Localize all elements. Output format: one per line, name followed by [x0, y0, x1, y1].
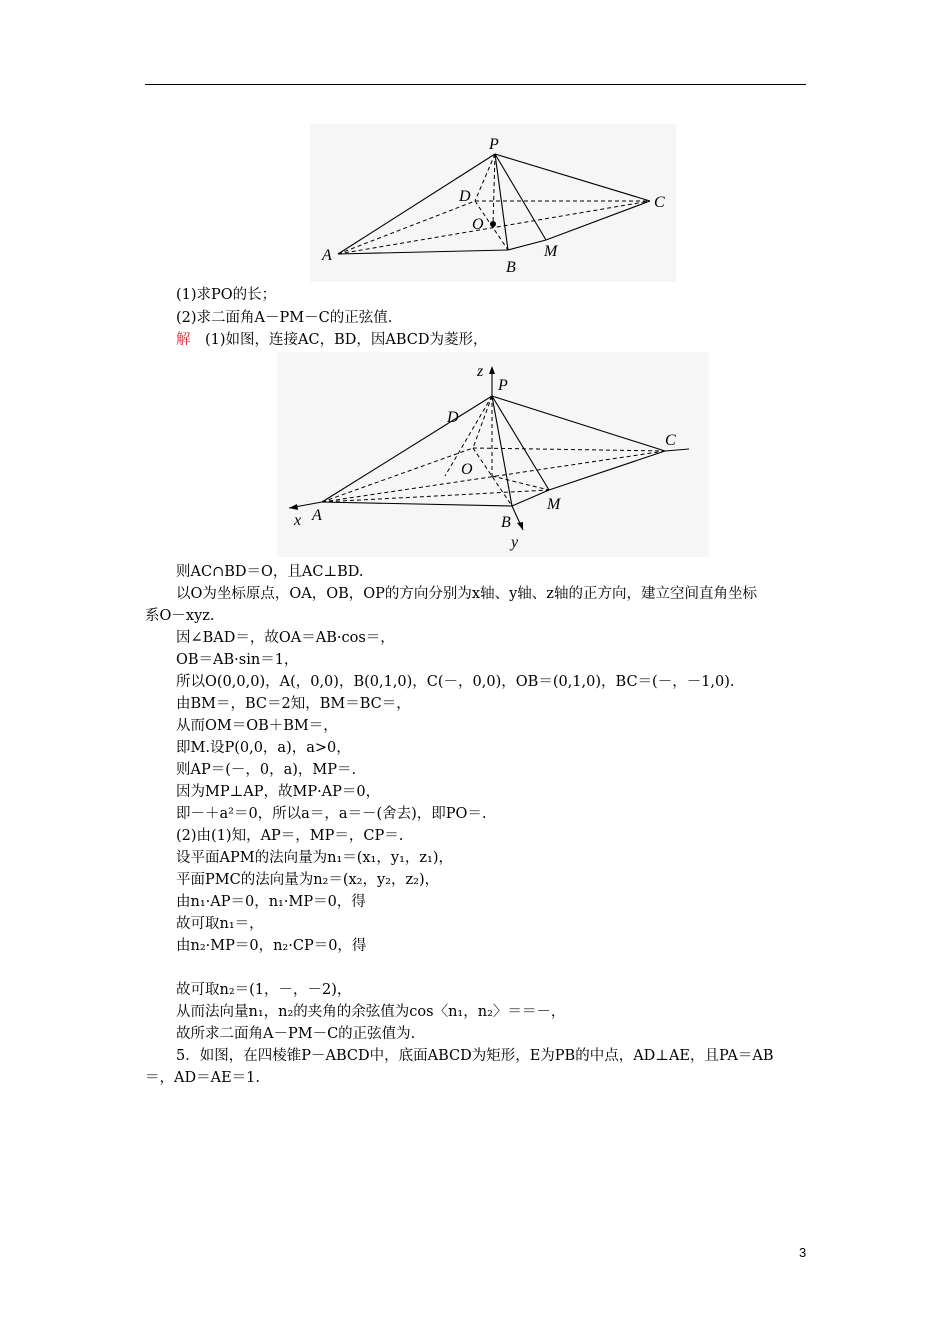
text-line: 故可取n₁＝，	[176, 916, 264, 932]
text-line: 由n₂·MP＝0，n₂·CP＝0，得	[176, 938, 367, 954]
text-line: 由BM＝，BC＝2知，BM＝BC＝，	[176, 696, 411, 712]
label-P: P	[498, 377, 508, 394]
label-D: D	[459, 188, 471, 205]
label-A: A	[322, 247, 332, 264]
problem-5-line-2: ＝，AD＝AE＝1.	[145, 1070, 260, 1086]
problem-5-line-1: 5．如图，在四棱锥P－ABCD中，底面ABCD为矩形，E为PB的中点，AD⊥AE，且PA＝AB	[176, 1048, 774, 1064]
text-line: 所以O(0,0,0)，A(，0,0)，B(0,1,0)，C(－，0,0)，OB＝(0,1,0)，BC＝(－，－1,0).	[176, 674, 735, 690]
text-line: 即M.设P(0,0，a)，a>0，	[176, 740, 351, 756]
label-B: B	[506, 259, 516, 276]
text-line: 以O为坐标原点，OA，OB，OP的方向分别为x轴、y轴、z轴的正方向，建立空间直角坐标	[176, 586, 757, 602]
text-line: (2)由(1)知，AP＝，MP＝，CP＝.	[176, 828, 404, 844]
text-line: 因∠BAD＝，故OA＝AB·cos＝，	[176, 630, 395, 646]
text-line: 由n₁·AP＝0，n₁·MP＝0，得	[176, 894, 366, 910]
text-line: 则AP＝(－，0，a)，MP＝.	[176, 762, 357, 778]
text-line: 故可取n₂＝(1，－，－2)，	[176, 982, 352, 998]
label-P: P	[489, 136, 499, 153]
text-line: 则AC∩BD＝O，且AC⊥BD.	[176, 564, 364, 580]
label-M: M	[544, 243, 558, 260]
text-line: 设平面APM的法向量为n₁＝(x₁，y₁，z₁)，	[176, 850, 453, 866]
center-point-O	[490, 221, 496, 227]
page-number: 3	[799, 1245, 807, 1260]
question-2: (2)求二面角A－PM－C的正弦值.	[176, 310, 393, 326]
text-line: 平面PMC的法向量为n₂＝(x₂，y₂，z₂)，	[176, 872, 440, 888]
text-line: 从而法向量n₁，n₂的夹角的余弦值为cos〈n₁，n₂〉＝＝－，	[176, 1004, 566, 1020]
axis-label-y: y	[511, 534, 519, 551]
question-1: (1)求PO的长；	[176, 287, 277, 303]
label-C: C	[654, 194, 665, 211]
coordinate-figure-2	[277, 352, 709, 557]
axis-label-z: z	[477, 363, 484, 380]
pyramid-figure-1	[310, 124, 676, 282]
solution-intro	[0, 329, 950, 351]
axis-label-x: x	[294, 512, 302, 529]
label-B: B	[501, 514, 511, 531]
label-A: A	[312, 507, 322, 524]
text-line: OB＝AB·sin＝1，	[176, 652, 299, 668]
header-rule	[145, 84, 806, 85]
solution-intro-text: (1)如图，连接AC，BD，因ABCD为菱形，	[190, 332, 488, 348]
text-line: 系O－xyz.	[145, 608, 215, 624]
text-line: 故所求二面角A－PM－C的正弦值为.	[176, 1026, 416, 1042]
label-C: C	[665, 432, 676, 449]
label-D: D	[447, 409, 459, 426]
text-line: 从而OM＝OB＋BM＝，	[176, 718, 338, 734]
solution-marker: 解	[176, 332, 191, 348]
label-M: M	[547, 496, 561, 513]
label-O: O	[461, 461, 473, 478]
label-O: O	[472, 216, 484, 233]
text-line: 因为MP⊥AP，故MP·AP＝0，	[176, 784, 381, 800]
text-line: 即－＋a²＝0，所以a＝，a＝－(舍去)，即PO＝.	[176, 806, 487, 822]
